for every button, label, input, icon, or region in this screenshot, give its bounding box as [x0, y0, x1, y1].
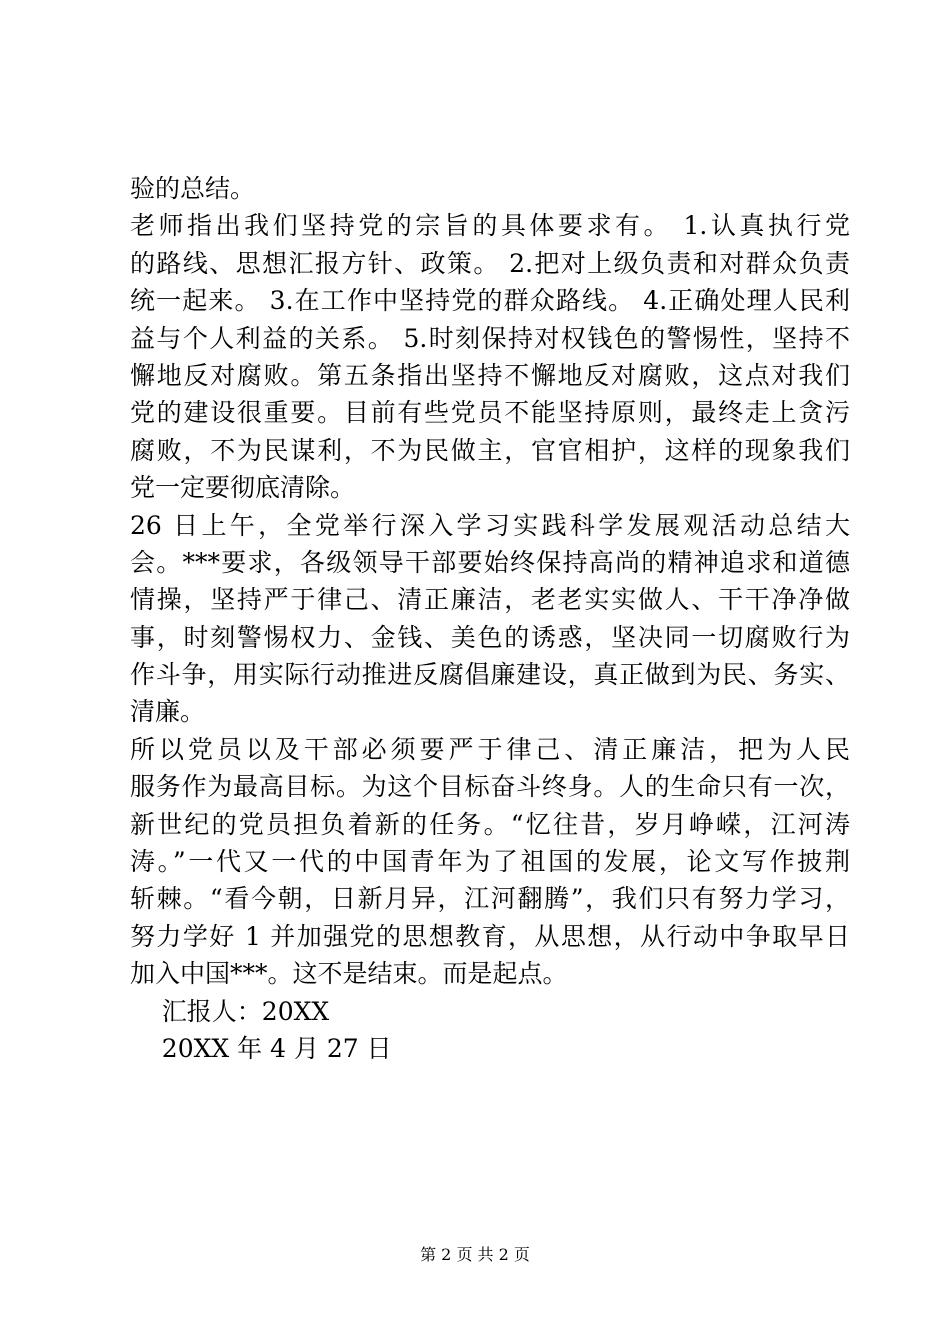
text-line: 党的建设很重要。目前有些党员不能坚持原则，最终走上贪污: [130, 398, 850, 428]
text-line: 腐败，不为民谋利，不为民做主，官官相护，这样的现象我们: [130, 435, 850, 465]
text-line: 党一定要彻底清除。: [130, 473, 356, 503]
text-line: 验的总结。: [130, 174, 256, 203]
text-line: 服务作为最高目标。为这个目标奋斗终身。人的生命只有一次，: [130, 772, 850, 802]
text-line: 作斗争，用实际行动推进反腐倡廉建设，真正做到为民、务实、: [130, 660, 850, 690]
text-line: 懈地反对腐败。第五条指出坚持不懈地反对腐败，这点对我们: [130, 360, 850, 390]
text-line: 老师指出我们坚持党的宗旨的具体要求有。 1.认真执行党: [130, 211, 850, 241]
text-line: 涛。”一代又一代的中国青年为了祖国的发展，论文写作披荆: [130, 847, 850, 877]
text-line: 所以党员以及干部必须要严于律己、清正廉洁，把为人民: [130, 734, 850, 764]
text-line: 会。***要求，各级领导干部要始终保持高尚的精神追求和道德: [130, 547, 850, 577]
text-line: 情操，坚持严于律己、清正廉洁，老老实实做人、干干净净做: [130, 585, 850, 615]
text-line: 事，时刻警惕权力、金钱、美色的诱惑，坚决同一切腐败行为: [130, 622, 850, 652]
text-line: 汇报人：20XX: [130, 996, 330, 1026]
text-line: 新世纪的党员担负着新的任务。“忆往昔，岁月峥嵘，江河涛: [130, 809, 850, 839]
text-line: 斩棘。“看今朝，日新月异，江河翻腾”，我们只有努力学习，: [130, 884, 850, 914]
text-line: 加入中国***。这不是结束。而是起点。: [130, 959, 568, 989]
text-line: 20XX 年 4 月 27 日: [130, 1033, 392, 1063]
text-line: 清廉。: [130, 697, 206, 727]
text-line: 努力学好 1 并加强党的思想教育，从思想，从行动中争取早日: [130, 921, 850, 951]
document-body: [130, 170, 850, 1067]
text-line: 益与个人利益的关系。 5.时刻保持对权钱色的警惕性，坚持不: [130, 323, 850, 353]
page-footer: 第 2 页 共 2 页: [420, 1245, 530, 1264]
text-line: 的路线、思想汇报方针、政策。 2.把对上级负责和对群众负责: [130, 248, 850, 278]
text-line: 26 日上午，全党举行深入学习实践科学发展观活动总结大: [130, 510, 850, 540]
text-line: 统一起来。 3.在工作中坚持党的群众路线。 4.正确处理人民利: [130, 286, 850, 316]
